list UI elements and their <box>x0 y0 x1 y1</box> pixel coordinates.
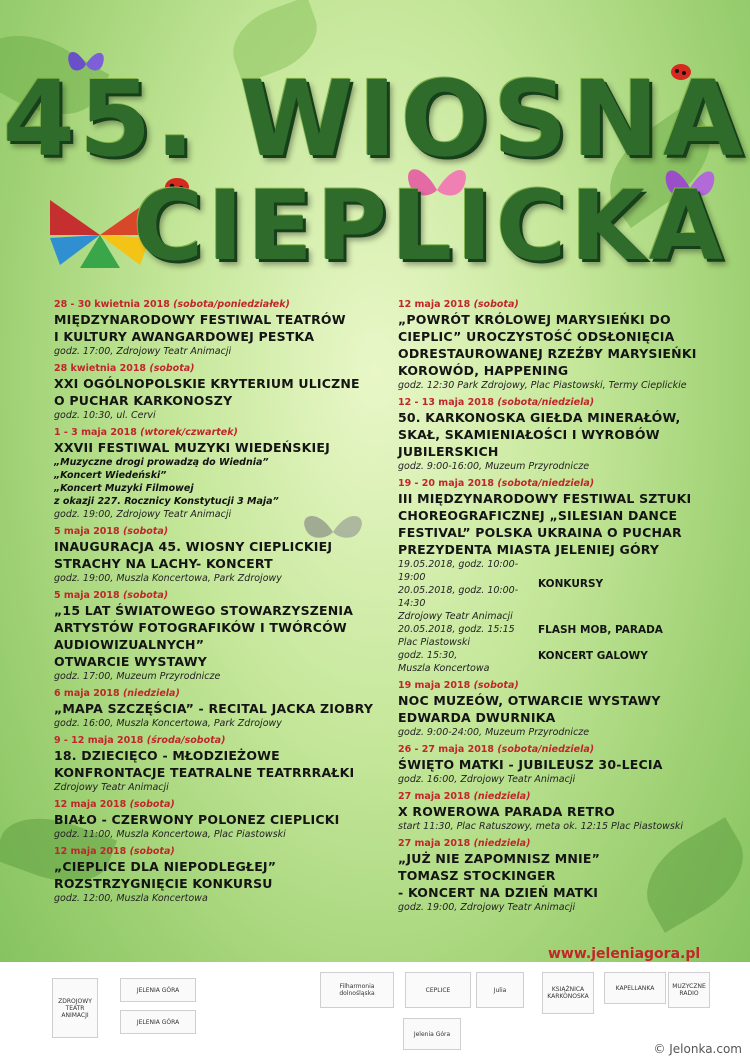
event-details: godz. 10:30, ul. Cervi <box>54 410 156 421</box>
event-day: (sobota) <box>122 590 169 601</box>
event-item <box>54 589 374 683</box>
schedule-times <box>398 558 538 610</box>
event-subtitle: „Koncert Wiedeński” <box>54 470 167 481</box>
events-column-right <box>398 298 708 918</box>
event-title-line: PREZYDENTA MIASTA JELENIEJ GÓRY <box>398 542 660 557</box>
event-details: godz. 17:00, Zdrojowy Teatr Animacji <box>54 346 232 357</box>
event-day: (niedziela) <box>122 688 180 699</box>
event-title-line: INAUGURACJA 45. WIOSNY CIEPLICKIEJ <box>54 539 333 554</box>
event-title-line: SKAŁ, SKAMIENIAŁOŚCI I WYROBÓW <box>398 427 660 442</box>
event-title-line: „POWRÓT KRÓLOWEJ MARYSIEŃKI DO <box>398 312 671 327</box>
event-title-line: „MAPA SZCZĘŚCIA” - RECITAL JACKA ZIOBRY <box>54 701 374 716</box>
schedule-label: KONCERT GALOWY <box>538 649 648 662</box>
event-day: (sobota/poniedziałek) <box>173 299 290 310</box>
event-date: 9 - 12 maja 2018 (środa/sobota) <box>54 735 226 746</box>
schedule-times <box>398 623 538 636</box>
event-title-line: „15 LAT ŚWIATOWEGO STOWARZYSZENIA <box>54 603 354 618</box>
watermark: © Jelonka.com <box>653 1042 742 1056</box>
schedule-times <box>398 636 538 649</box>
event-details: godz. 19:00, Zdrojowy Teatr Animacji <box>398 902 576 913</box>
schedule-label: KONKURSY <box>538 578 604 590</box>
sponsor-logo: JELENIA GÓRA <box>120 978 196 1002</box>
event-details: godz. 19:00, Muszla Koncertowa, Park Zdrojowy <box>54 573 282 584</box>
event-details: godz. 11:00, Muszla Koncertowa, Plac Piastowski <box>54 829 286 840</box>
event-details: Zdrojowy Teatr Animacji <box>54 782 169 793</box>
event-details: godz. 9:00-24:00, Muzeum Przyrodnicze <box>398 727 590 738</box>
sponsor-logo: Julia <box>476 972 524 1008</box>
event-subtitle: „Koncert Muzyki Filmowej <box>54 483 194 494</box>
event-item <box>398 790 708 833</box>
event-details: godz. 9:00-16:00, Muzeum Przyrodnicze <box>398 461 590 472</box>
event-title-line: „CIEPLICE DLA NIEPODLEGŁEJ” <box>54 859 277 874</box>
event-title-line: 18. DZIECIĘCO - MŁODZIEŻOWE <box>54 748 280 763</box>
event-date: 12 maja 2018 (sobota) <box>54 799 175 810</box>
event-item <box>54 734 374 794</box>
schedule-row <box>398 558 708 610</box>
event-item <box>54 798 374 841</box>
event-title-line: KOROWÓD, HAPPENING <box>398 363 569 378</box>
schedule-detail: Zdrojowy Teatr Animacji <box>398 611 513 622</box>
event-date: 19 - 20 maja 2018 (sobota/niedziela) <box>398 478 595 489</box>
schedule-detail: Muszla Koncertowa <box>398 663 490 674</box>
sponsor-logo: JELENIA GÓRA <box>120 1010 196 1034</box>
events-column-left <box>54 298 374 909</box>
schedule-row <box>398 636 708 649</box>
sponsor-logo: KAPELLANKA <box>604 972 666 1004</box>
event-title-line: FESTIVAL” POLSKA UKRAINA O PUCHAR <box>398 525 682 540</box>
event-details: godz. 12:00, Muszla Koncertowa <box>54 893 208 904</box>
event-item <box>398 298 708 392</box>
sponsor-logo: Filharmonia dolnośląska <box>320 972 394 1008</box>
event-date: 6 maja 2018 (niedziela) <box>54 688 180 699</box>
event-date: 1 - 3 maja 2018 (wtorek/czwartek) <box>54 427 238 438</box>
event-details: godz. 17:00, Muzeum Przyrodnicze <box>54 671 221 682</box>
schedule-detail: 19.05.2018, godz. 10:00-19:00 <box>398 559 519 583</box>
event-day: (sobota/niedziela) <box>497 397 595 408</box>
event-title-line: NOC MUZEÓW, OTWARCIE WYSTAWY <box>398 693 661 708</box>
sponsor-logo: Jelenia Góra <box>403 1018 461 1050</box>
sponsor-logo: KSIĄŻNICA KARKONOSKA <box>542 972 594 1014</box>
event-title-line: XXVII FESTIWAL MUZYKI WIEDEŃSKIEJ <box>54 440 330 455</box>
event-day: (wtorek/czwartek) <box>140 427 238 438</box>
event-title-line: JUBILERSKICH <box>398 444 499 459</box>
event-subtitle: z okazji 227. Rocznicy Konstytucji 3 Maja” <box>54 496 279 507</box>
event-day: (sobota/niedziela) <box>497 478 595 489</box>
event-title-line: OTWARCIE WYSTAWY <box>54 654 207 669</box>
event-title-line: CHOREOGRAFICZNEJ „SILESIAN DANCE <box>398 508 678 523</box>
event-title-line: AUDIOWIZUALNYCH” <box>54 637 205 652</box>
schedule-detail: 20.05.2018, godz. 10:00-14:30 <box>398 585 519 609</box>
event-title-line: KONFRONTACJE TEATRALNE TEATRRRAŁKI <box>54 765 355 780</box>
event-item <box>54 687 374 730</box>
event-item <box>398 743 708 786</box>
event-item <box>54 362 374 422</box>
event-date: 26 - 27 maja 2018 (sobota/niedziela) <box>398 744 595 755</box>
schedule-row <box>398 649 708 662</box>
event-day: (sobota) <box>473 299 519 310</box>
event-details: start 11:30, Plac Ratuszowy, meta ok. 12:15 Plac Piastowski <box>398 821 683 832</box>
event-title-line: BIAŁO - CZERWONY POLONEZ CIEPLICKI <box>54 812 340 827</box>
event-date: 12 maja 2018 (sobota) <box>54 846 175 857</box>
event-title-line: X ROWEROWA PARADA RETRO <box>398 804 616 819</box>
event-day: (sobota) <box>122 526 169 537</box>
event-day: (sobota) <box>129 846 175 857</box>
event-title-line: EDWARDA DWURNIKA <box>398 710 556 725</box>
event-title-line: I KULTURY AWANGARDOWEJ PESTKA <box>54 329 315 344</box>
event-subtitle: „Muzyczne drogi prowadzą do Wiednia” <box>54 457 269 468</box>
event-title-line: O PUCHAR KARKONOSZY <box>54 393 233 408</box>
event-date: 28 - 30 kwietnia 2018 (sobota/poniedziałek) <box>54 299 290 310</box>
schedule-row <box>398 623 708 636</box>
title-line-1: 45. WIOSNA <box>2 58 748 180</box>
event-day: (środa/sobota) <box>146 735 226 746</box>
sponsors-bar <box>0 962 750 1062</box>
schedule-times <box>398 662 538 675</box>
event-details: godz. 16:00, Muszla Koncertowa, Park Zdrojowy <box>54 718 282 729</box>
event-item <box>398 477 708 675</box>
event-item <box>398 679 708 739</box>
event-title-line: - KONCERT NA DZIEŃ MATKI <box>398 885 599 900</box>
event-item <box>54 525 374 585</box>
event-item <box>54 426 374 521</box>
event-title-line: MIĘDZYNARODOWY FESTIWAL TEATRÓW <box>54 312 346 327</box>
event-title-line: TOMASZ STOCKINGER <box>398 868 556 883</box>
event-date: 28 kwietnia 2018 (sobota) <box>54 363 195 374</box>
title-line-2: CIEPLICKA <box>132 170 728 282</box>
event-title-line: CIEPLIC” UROCZYSTOŚĆ ODSŁONIĘCIA <box>398 329 675 344</box>
schedule-detail: 20.05.2018, godz. 15:15 <box>398 624 515 635</box>
event-title-line: ŚWIĘTO MATKI - JUBILEUSZ 30-LECIA <box>398 757 663 772</box>
sponsor-logo: CEPLICE <box>405 972 471 1008</box>
event-details: godz. 12:30 Park Zdrojowy, Plac Piastowski, Termy Cieplickie <box>398 380 687 391</box>
event-details: godz. 16:00, Zdrojowy Teatr Animacji <box>398 774 576 785</box>
event-day: (sobota/niedziela) <box>497 744 595 755</box>
schedule-label: FLASH MOB, PARADA <box>538 623 663 636</box>
event-day: (niedziela) <box>473 838 531 849</box>
schedule-times <box>398 649 538 662</box>
event-item <box>54 298 374 358</box>
event-title-line: ARTYSTÓW FOTOGRAFIKÓW I TWÓRCÓW <box>54 620 347 635</box>
event-title-line: XXI OGÓLNOPOLSKIE KRYTERIUM ULICZNE <box>54 376 360 391</box>
sponsor-logo: MUZYCZNE RADIO <box>668 972 710 1008</box>
sponsor-logo: ZDROJOWY TEATR ANIMACJI <box>52 978 98 1038</box>
event-title-line: ODRESTAUROWANEJ RZEŹBY MARYSIEŃKI <box>398 346 697 361</box>
event-day: (sobota) <box>129 799 175 810</box>
event-title-line: III MIĘDZYNARODOWY FESTIWAL SZTUKI <box>398 491 692 506</box>
event-date: 12 - 13 maja 2018 (sobota/niedziela) <box>398 397 595 408</box>
event-date: 5 maja 2018 (sobota) <box>54 526 169 537</box>
event-item <box>398 396 708 473</box>
event-date: 27 maja 2018 (niedziela) <box>398 791 531 802</box>
event-title-line: ROZSTRZYGNIĘCIE KONKURSU <box>54 876 273 891</box>
event-date: 19 maja 2018 (sobota) <box>398 680 519 691</box>
event-date: 5 maja 2018 (sobota) <box>54 590 169 601</box>
schedule-row <box>398 662 708 675</box>
event-date: 27 maja 2018 (niedziela) <box>398 838 531 849</box>
event-date: 12 maja 2018 (sobota) <box>398 299 519 310</box>
event-item <box>398 837 708 914</box>
event-day: (sobota) <box>473 680 519 691</box>
website-link[interactable]: www.jeleniagora.pl <box>548 946 701 962</box>
schedule-times <box>398 610 538 623</box>
event-title-line: „JUŻ NIE ZAPOMNISZ MNIE” <box>398 851 601 866</box>
event-day: (sobota) <box>149 363 195 374</box>
event-title-line: 50. KARKONOSKA GIEŁDA MINERAŁÓW, <box>398 410 681 425</box>
event-item <box>54 845 374 905</box>
schedule-detail: Plac Piastowski <box>398 637 470 648</box>
schedule-row <box>398 610 708 623</box>
event-details: godz. 19:00, Zdrojowy Teatr Animacji <box>54 509 232 520</box>
schedule-detail: godz. 15:30, <box>398 650 458 661</box>
event-day: (niedziela) <box>473 791 531 802</box>
event-title-line: STRACHY NA LACHY- KONCERT <box>54 556 273 571</box>
